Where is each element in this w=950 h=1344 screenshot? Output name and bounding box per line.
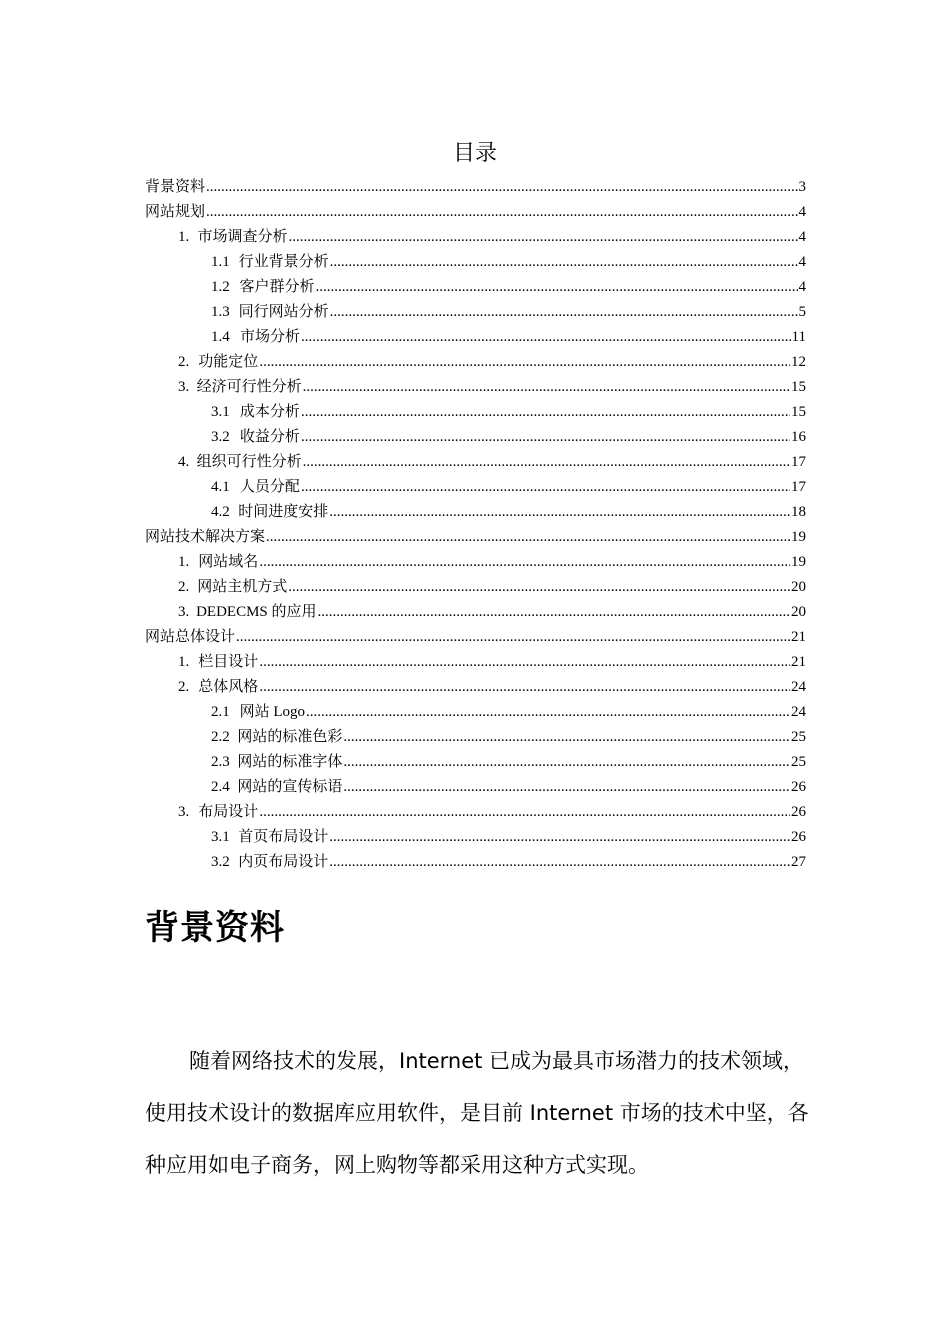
toc-leader-dots	[301, 329, 791, 346]
toc-entry-page: 26	[791, 779, 806, 795]
toc-entry[interactable]	[145, 700, 806, 725]
toc-entry-label: 网站 Logo	[239, 704, 306, 720]
toc-entry-label: 时间进度安排	[238, 504, 329, 520]
toc-entry-number: 3.1	[211, 404, 230, 420]
toc-entry-label: 人员分配	[239, 479, 300, 495]
toc-leader-dots	[236, 629, 790, 646]
toc-entry[interactable]	[145, 800, 806, 825]
toc-entry-page: 11	[791, 329, 806, 345]
toc-leader-dots	[301, 404, 790, 421]
toc-entry[interactable]	[145, 500, 806, 525]
toc-entry-page: 25	[791, 729, 806, 745]
toc-entry-label: 经济可行性分析	[196, 379, 302, 395]
toc-leader-dots	[259, 654, 790, 671]
toc-leader-dots	[316, 279, 798, 296]
toc-entry-label: 组织可行性分析	[196, 454, 302, 470]
toc-entry-page: 19	[791, 529, 806, 545]
toc-entry[interactable]	[145, 225, 806, 250]
toc-entry-page: 4	[798, 254, 806, 270]
toc-entry[interactable]	[145, 650, 806, 675]
toc-entry-page: 19	[791, 554, 806, 570]
toc-entry[interactable]	[145, 750, 806, 775]
toc-entry-number: 1.4	[211, 329, 230, 345]
toc-entry-label: 成本分析	[239, 404, 300, 420]
toc-entry-label: 栏目设计	[198, 654, 259, 670]
toc-entry-label: 网站技术解决方案	[145, 529, 266, 545]
toc-entry-number: 2.4	[211, 779, 230, 795]
toc-entry-number: 1.3	[211, 304, 230, 320]
toc-entry-number: 2.	[178, 679, 190, 695]
toc-entry-page: 24	[791, 704, 806, 720]
toc-entry-label: 背景资料	[145, 179, 206, 195]
toc-entry-page: 21	[791, 629, 806, 645]
toc-entry[interactable]	[145, 375, 806, 400]
toc-leader-dots	[330, 254, 798, 271]
toc-entry-page: 5	[798, 304, 806, 320]
toc-entry-page: 26	[791, 829, 806, 845]
toc-entry-label: 布局设计	[198, 804, 259, 820]
toc-entry-page: 15	[791, 379, 806, 395]
table-of-contents	[145, 175, 806, 875]
toc-entry-label: 行业背景分析	[238, 254, 329, 270]
toc-entry-number: 4.2	[211, 504, 230, 520]
toc-leader-dots	[329, 504, 790, 521]
toc-entry-number: 2.	[178, 354, 190, 370]
toc-entry-page: 15	[791, 404, 806, 420]
toc-leader-dots	[266, 529, 790, 546]
toc-entry-label: 网站域名	[198, 554, 259, 570]
toc-entry-page: 16	[791, 429, 806, 445]
toc-leader-dots	[301, 479, 790, 496]
toc-leader-dots	[318, 604, 790, 621]
toc-entry-number: 2.2	[211, 729, 230, 745]
toc-entry[interactable]	[145, 300, 806, 325]
toc-entry-page: 20	[791, 604, 806, 620]
toc-entry-label: 客户群分析	[239, 279, 315, 295]
toc-entry-number: 4.1	[211, 479, 230, 495]
toc-entry-label: 市场分析	[239, 329, 300, 345]
toc-entry-number: 3.2	[211, 854, 230, 870]
toc-entry-number: 2.1	[211, 704, 230, 720]
section-heading: 背景资料	[145, 908, 285, 948]
toc-leader-dots	[288, 229, 797, 246]
toc-entry[interactable]	[145, 550, 806, 575]
toc-entry[interactable]	[145, 525, 806, 550]
toc-entry-label: 总体风格	[198, 679, 259, 695]
toc-leader-dots	[259, 804, 790, 821]
toc-entry-page: 4	[798, 279, 806, 295]
toc-entry-label: 网站的标准字体	[237, 754, 343, 770]
toc-entry-label: DEDECMS 的应用	[196, 604, 317, 620]
toc-entry-page: 4	[798, 229, 806, 245]
toc-entry-page: 21	[791, 654, 806, 670]
toc-entry[interactable]	[145, 825, 806, 850]
toc-entry[interactable]	[145, 850, 806, 875]
toc-entry[interactable]	[145, 625, 806, 650]
toc-entry-number: 1.1	[211, 254, 230, 270]
toc-entry[interactable]	[145, 400, 806, 425]
toc-entry-page: 12	[791, 354, 806, 370]
toc-entry-label: 网站的标准色彩	[237, 729, 343, 745]
toc-entry-number: 3.	[178, 804, 190, 820]
toc-entry[interactable]	[145, 275, 806, 300]
toc-title: 目录	[452, 141, 497, 166]
toc-entry-page: 27	[791, 854, 806, 870]
toc-entry-label: 同行网站分析	[238, 304, 329, 320]
toc-leader-dots	[343, 779, 790, 796]
toc-entry[interactable]	[145, 675, 806, 700]
paragraph-text: 随着网络技术的发展，Internet 已成为最具市场潜力的技术领域，使用技术设计的数据库应用软件，是目前 Internet 市场的技术中坚，各种应用如电子商务，网上购物等都采用这种方式实现。	[145, 1049, 809, 1177]
toc-leader-dots	[306, 704, 790, 721]
toc-leader-dots	[206, 179, 797, 196]
toc-entry-number: 3.1	[211, 829, 230, 845]
toc-entry-page: 17	[791, 454, 806, 470]
toc-entry-number: 3.2	[211, 429, 230, 445]
toc-entry-label: 市场调查分析	[197, 229, 288, 245]
toc-entry[interactable]	[145, 200, 806, 225]
toc-leader-dots	[206, 204, 797, 221]
toc-entry-page: 4	[798, 204, 806, 220]
toc-entry[interactable]	[145, 450, 806, 475]
toc-entry-label: 内页布局设计	[238, 854, 329, 870]
toc-entry[interactable]	[145, 325, 806, 350]
toc-entry[interactable]	[145, 250, 806, 275]
toc-entry-label: 网站规划	[145, 204, 206, 220]
toc-entry-number: 2.3	[211, 754, 230, 770]
toc-leader-dots	[303, 454, 790, 471]
toc-leader-dots	[343, 754, 790, 771]
toc-entry[interactable]	[145, 350, 806, 375]
toc-entry[interactable]	[145, 600, 806, 625]
toc-entry-number: 1.	[178, 229, 190, 245]
toc-entry-page: 26	[791, 804, 806, 820]
toc-leader-dots	[343, 729, 790, 746]
toc-entry-page: 17	[791, 479, 806, 495]
toc-entry-label: 网站总体设计	[145, 629, 236, 645]
toc-entry-page: 24	[791, 679, 806, 695]
toc-leader-dots	[259, 554, 790, 571]
toc-entry-number: 1.2	[211, 279, 230, 295]
toc-entry-number: 4.	[178, 454, 190, 470]
section-paragraph	[145, 1035, 815, 1191]
toc-entry-number: 3.	[178, 604, 190, 620]
toc-entry-label: 功能定位	[198, 354, 259, 370]
toc-entry[interactable]	[145, 475, 806, 500]
toc-entry-label: 网站的宣传标语	[237, 779, 343, 795]
toc-leader-dots	[330, 304, 798, 321]
toc-entry-label: 首页布局设计	[238, 829, 329, 845]
toc-leader-dots	[303, 379, 790, 396]
toc-entry-label: 网站主机方式	[197, 579, 288, 595]
toc-entry-number: 1.	[178, 554, 190, 570]
toc-entry[interactable]	[145, 575, 806, 600]
toc-entry-number: 2.	[178, 579, 190, 595]
toc-entry[interactable]	[145, 425, 806, 450]
toc-entry[interactable]	[145, 175, 806, 200]
toc-leader-dots	[301, 429, 790, 446]
toc-entry-number: 1.	[178, 654, 190, 670]
toc-leader-dots	[259, 354, 790, 371]
toc-entry[interactable]	[145, 725, 806, 750]
toc-leader-dots	[288, 579, 790, 596]
toc-leader-dots	[329, 854, 790, 871]
toc-entry-page: 3	[798, 179, 806, 195]
toc-entry-label: 收益分析	[239, 429, 300, 445]
toc-entry[interactable]	[145, 775, 806, 800]
toc-entry-page: 18	[791, 504, 806, 520]
toc-entry-page: 20	[791, 579, 806, 595]
toc-entry-number: 3.	[178, 379, 190, 395]
toc-entry-page: 25	[791, 754, 806, 770]
toc-leader-dots	[329, 829, 790, 846]
toc-leader-dots	[259, 679, 790, 696]
